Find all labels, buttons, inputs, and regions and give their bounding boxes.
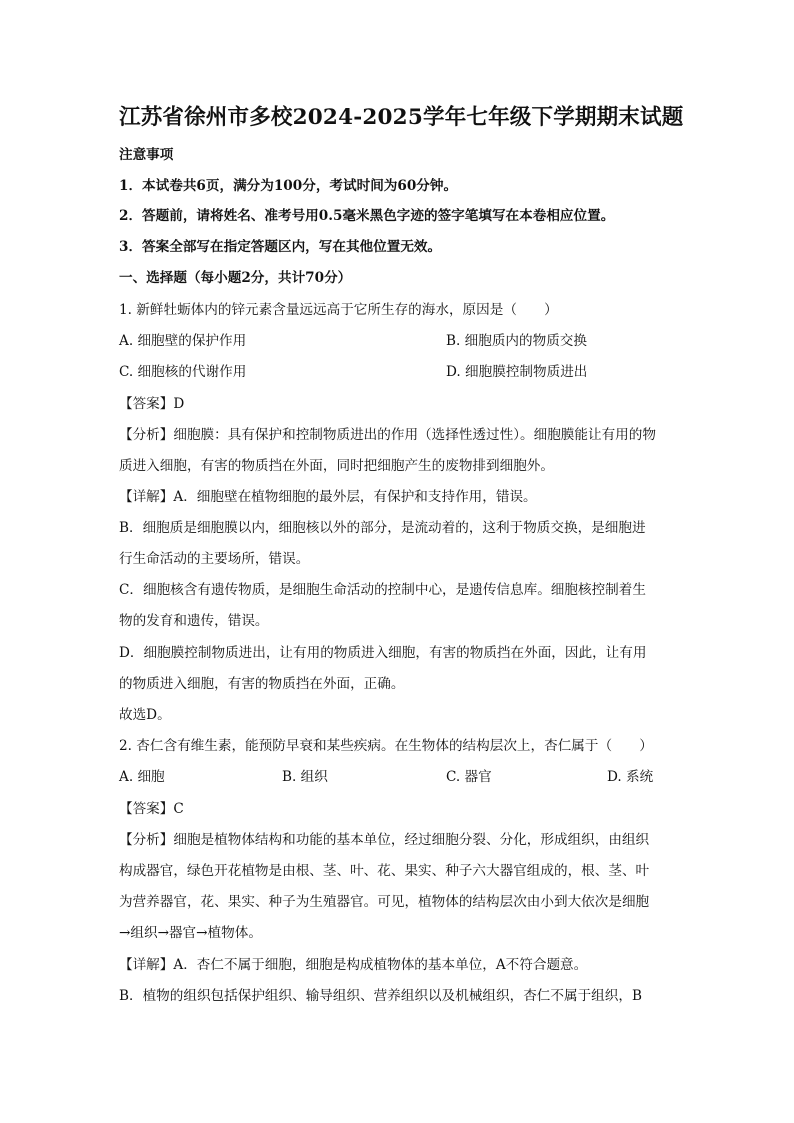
question-2-detail-line-2: B．植物的组织包括保护组织、输导组织、营养组织以及机械组织，杏仁不属于组织，B: [119, 988, 642, 1004]
question-1-detail-line-2: B．细胞质是细胞膜以内，细胞核以外的部分，是流动着的，这利于物质交换，是细胞进: [119, 520, 646, 536]
detail-tag: 【详解】: [119, 957, 174, 973]
detail-text: A．杏仁不属于细胞，细胞是构成植物体的基本单位，A不符合题意。: [173, 957, 588, 973]
analysis-tag: 【分析】: [119, 832, 174, 848]
analysis-tag: 【分析】: [119, 427, 174, 443]
question-2-option-d: D. 系统: [607, 769, 654, 785]
question-1-detail-line-1: [119, 487, 537, 507]
answer-tag: 【答案】: [119, 396, 174, 412]
question-2-analysis-line-3: 为营养器官，花、果实、种子为生殖器官。可见，植物体的结构层次由小到大依次是细胞: [119, 894, 650, 910]
question-2-analysis-line-1: [119, 830, 649, 850]
question-1-stem: 1. 新鲜牡蛎体内的锌元素含量远远高于它所生存的海水，原因是（ ）: [119, 302, 558, 318]
question-2-stem: 2. 杏仁含有维生素，能预防早衰和某些疾病。在生物体的结构层次上，杏仁属于（ ）: [119, 738, 653, 754]
notice-item-2: 2．答题前，请将姓名、准考号用0.5毫米黑色字迹的签字笔填写在本卷相应位置。: [119, 208, 615, 224]
detail-text: A．细胞壁在植物细胞的最外层，有保护和支持作用，错误。: [173, 489, 537, 505]
question-1-option-b: B. 细胞质内的物质交换: [446, 333, 587, 349]
question-2-option-a: A. 细胞: [119, 769, 165, 785]
question-2-answer: [119, 799, 184, 819]
page-title: 江苏省徐州市多校2024-2025学年七年级下学期期末试题: [119, 105, 684, 130]
question-1-detail-line-5: 物的发育和遗传，错误。: [119, 613, 269, 629]
section-heading: 一、选择题（每小题2分，共计70分）: [119, 270, 352, 286]
notice-item-1: 1．本试卷共6页，满分为100分，考试时间为60分钟。: [119, 178, 458, 194]
answer-value: C: [173, 801, 184, 817]
question-1-detail-line-6: D．细胞膜控制物质进出，让有用的物质进入细胞，有害的物质挡在外面，因此，让有用: [119, 645, 647, 661]
answer-value: D: [173, 396, 185, 412]
question-1-analysis-line-1: [119, 425, 656, 445]
question-2-option-b: B. 组织: [282, 769, 328, 785]
question-2-analysis-line-2: 构成器官，绿色开花植物是由根、茎、叶、花、果实、种子六大器官组成的，根、茎、叶: [119, 863, 650, 879]
question-1-conclusion: 故选D。: [119, 707, 171, 723]
detail-tag: 【详解】: [119, 489, 174, 505]
notice-heading: 注意事项: [119, 147, 174, 163]
question-1-detail-line-4: C．细胞核含有遗传物质，是细胞生命活动的控制中心，是遗传信息库。细胞核控制着生: [119, 582, 646, 598]
question-2-option-c: C. 器官: [446, 769, 492, 785]
analysis-text: 细胞是植物体结构和功能的基本单位，经过细胞分裂、分化，形成组织，由组织: [173, 832, 650, 848]
question-1-answer: [119, 394, 184, 414]
question-1-option-a: A. 细胞壁的保护作用: [119, 333, 247, 349]
notice-item-3: 3．答案全部写在指定答题区内，写在其他位置无效。: [119, 239, 442, 255]
question-1-option-c: C. 细胞核的代谢作用: [119, 364, 247, 380]
question-2-analysis-line-4: →组织→器官→植物体。: [119, 925, 262, 941]
question-2-detail-line-1: [119, 955, 587, 975]
answer-tag: 【答案】: [119, 801, 174, 817]
question-1-option-d: D. 细胞膜控制物质进出: [446, 364, 588, 380]
question-1-detail-line-3: 行生命活动的主要场所，错误。: [119, 551, 310, 567]
question-1-detail-line-7: 的物质进入细胞，有害的物质挡在外面，正确。: [119, 676, 405, 692]
analysis-text: 细胞膜：具有保护和控制物质进出的作用（选择性透过性）。细胞膜能让有用的物: [173, 427, 656, 443]
question-1-analysis-line-2: 质进入细胞，有害的物质挡在外面，同时把细胞产生的废物排到细胞外。: [119, 458, 554, 474]
